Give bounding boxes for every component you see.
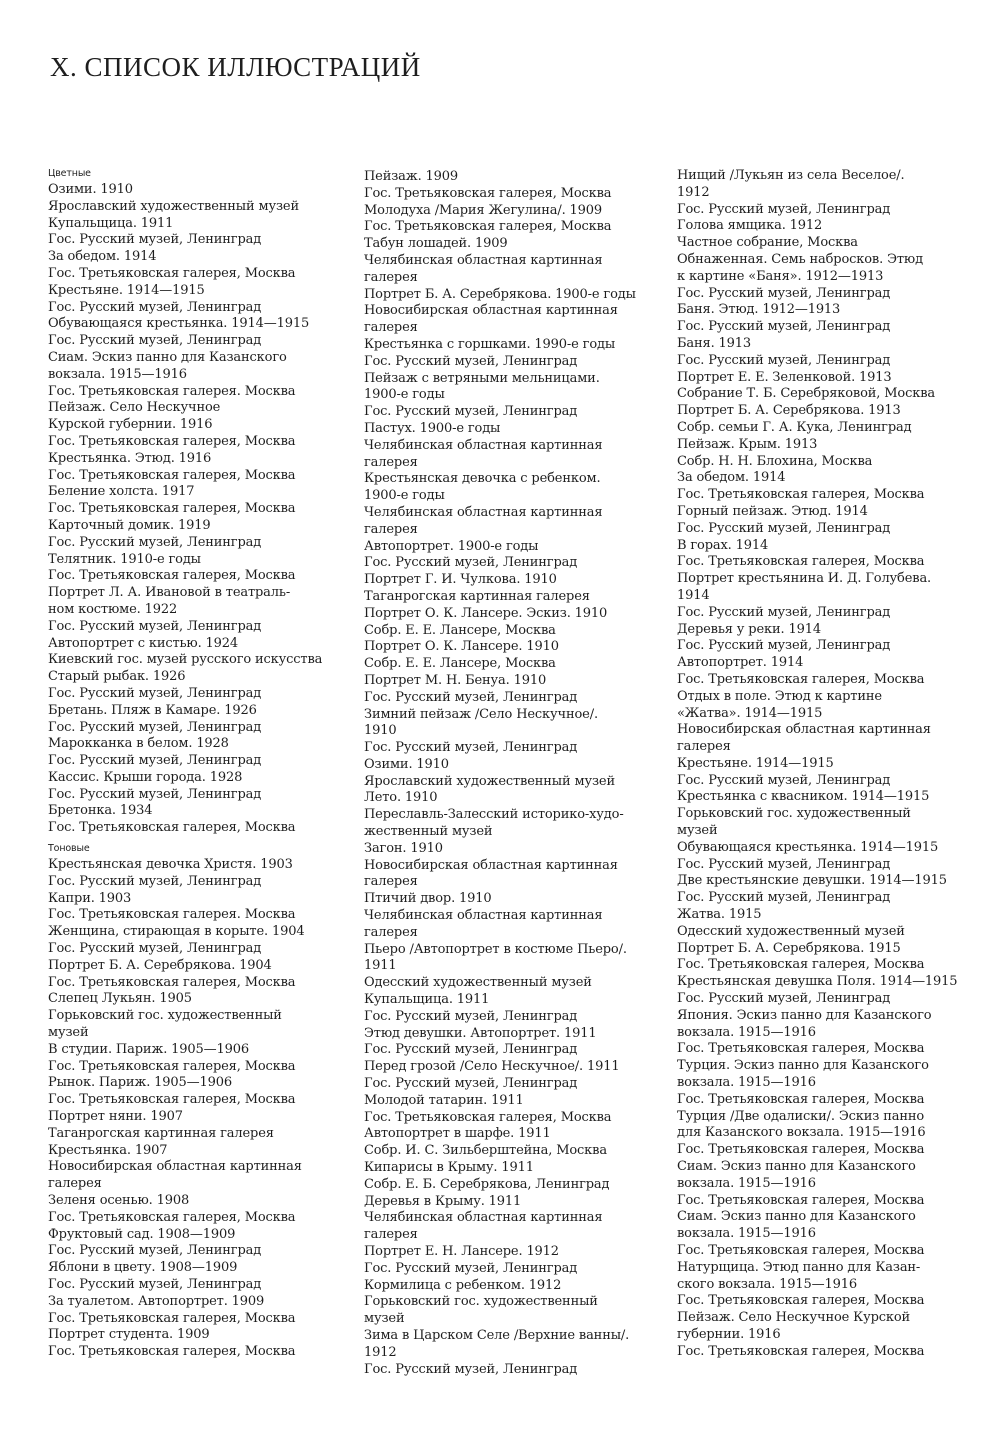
list-item: Крестьянская девочка Христя. 1903 [48, 857, 293, 873]
list-item: галерея [364, 1227, 418, 1243]
list-item: Переславль-Залесский историко-худо- [364, 807, 624, 823]
list-item: Кассис. Крыши города. 1928 [48, 769, 243, 785]
list-item: Гос. Русский музей, Ленинград [677, 772, 891, 788]
list-item: Автопортрет. 1914 [677, 655, 804, 671]
list-item: За туалетом. Автопортрет. 1909 [48, 1293, 265, 1309]
list-item: Крестьянка с горшками. 1990-е годы [364, 336, 616, 352]
list-item: к картине «Баня». 1912—1913 [677, 268, 884, 284]
list-item: Собр. Е. Е. Лансере, Москва [364, 622, 556, 638]
list-item: Этюд девушки. Автопортрет. 1911 [364, 1025, 597, 1041]
list-item: Крестьянская девушка Поля. 1914—1915 [677, 974, 958, 990]
list-item: Гос. Третьяковская галерея, Москва [48, 433, 296, 449]
list-item: Портрет крестьянина И. Д. Голубева. [677, 571, 932, 587]
list-item: Гос. Русский музей, Ленинград [364, 1361, 578, 1377]
list-item: Портрет Б. А. Серебрякова. 1900-е годы [364, 286, 636, 302]
list-item: Таганрогская картинная галерея [364, 588, 590, 604]
list-item: Гос. Русский музей, Ленинград [677, 352, 891, 368]
list-item: Гос. Третьяковская галерея, Москва [364, 1109, 612, 1125]
list-item: 1900-е годы [364, 488, 445, 504]
list-item: Челябинская областная картинная [364, 908, 603, 924]
list-item: Гос. Русский музей, Ленинград [677, 604, 891, 620]
column-1 [48, 168, 348, 1361]
list-item: Пейзаж с ветряными мельницами. [364, 370, 600, 386]
list-item: Кипарисы в Крыму. 1911 [364, 1160, 534, 1176]
list-item: галерея [364, 454, 418, 470]
list-item: Гос. Русский музей, Ленинград [48, 941, 262, 957]
list-item: Новосибирская областная картинная [364, 857, 618, 873]
list-item: Автопортрет в шарфе. 1911 [364, 1126, 551, 1142]
list-item: Беление холста. 1917 [48, 484, 195, 500]
list-item: Гос. Русский музей, Ленинград [48, 873, 262, 889]
list-color [48, 182, 348, 837]
list-item: губернии. 1916 [677, 1326, 781, 1342]
list-item: 1912 [677, 184, 710, 200]
list-item: Гос. Русский музей, Ленинград [677, 856, 891, 872]
list-item: Крестьянка. 1907 [48, 1142, 168, 1158]
list-item: Лето. 1910 [364, 790, 438, 806]
list-item: галерея [364, 874, 418, 890]
list-item: Гос. Третьяковская галерея, Москва [48, 467, 296, 483]
list-item: музей [364, 1311, 405, 1327]
list-item: Жатва. 1915 [677, 907, 762, 923]
list-item: Пейзаж. Село Нескучное [48, 400, 221, 416]
list-item: Телятник. 1910-е годы [48, 551, 201, 567]
list-item: Челябинская областная картинная [364, 437, 603, 453]
list-item: 1912 [364, 1344, 397, 1360]
list-item: Гос. Русский музей, Ленинград [48, 333, 262, 349]
list-item: Новосибирская областная картинная [48, 1159, 302, 1175]
list-item: галерея [364, 320, 418, 336]
list-item: Гос. Третьяковская галерея, Москва [677, 1293, 925, 1309]
list-item: Сиам. Эскиз панно для Казанского [677, 1159, 916, 1175]
list-item: Нищий /Лукьян из села Веселое/. [677, 168, 905, 183]
list-item: Гос. Третьяковская галерея, Москва [677, 1041, 925, 1057]
list-item: Гос. Третьяковская галерея, Москва [48, 1310, 296, 1326]
list-tone [48, 857, 348, 1361]
list-item: Купальщица. 1911 [48, 215, 174, 231]
list-item: Гос. Третьяковская галерея, Москва [677, 1343, 925, 1359]
list-item: Челябинская областная картинная [364, 504, 603, 520]
list-item: Гос. Третьяковская галерея. Москва [48, 907, 296, 923]
list-item: Япония. Эскиз панно для Казанского [677, 1007, 932, 1023]
list-item: Женщина, стирающая в корыте. 1904 [48, 924, 305, 940]
list-column-2 [364, 169, 664, 1378]
list-item: Пейзаж. Крым. 1913 [677, 436, 818, 452]
list-item: Портрет Б. А. Серебрякова. 1904 [48, 957, 272, 973]
list-item: Гос. Русский музей, Ленинград [677, 319, 891, 335]
list-item: Молодуха /Мария Жегулина/. 1909 [364, 202, 603, 218]
list-item: За обедом. 1914 [48, 249, 157, 265]
list-item: Гос. Русский музей, Ленинград [677, 520, 891, 536]
list-item: «Жатва». 1914—1915 [677, 705, 823, 721]
list-item: Ярославский художественный музей [48, 198, 299, 214]
list-item: Гос. Третьяковская галерея, Москва [48, 501, 296, 517]
list-item: Портрет няни. 1907 [48, 1109, 183, 1125]
list-item: Портрет Е. Н. Лансере. 1912 [364, 1244, 559, 1259]
list-item: Гос. Русский музей, Ленинград [48, 1243, 262, 1259]
list-item: Перед грозой /Село Нескучное/. 1911 [364, 1059, 620, 1075]
list-item: За обедом. 1914 [677, 470, 786, 486]
list-item: Гос. Третьяковская галерея, Москва [364, 219, 612, 235]
list-item: Гос. Третьяковская галерея, Москва [48, 1344, 296, 1360]
list-item: 1900-е годы [364, 387, 445, 403]
column-3 [677, 168, 977, 1361]
list-item: Частное собрание, Москва [677, 235, 858, 251]
list-item: Гос. Третьяковская галерея, Москва [677, 957, 925, 973]
list-item: вокзала. 1915—1916 [677, 1024, 816, 1040]
list-item: Гос. Русский музей, Ленинград [677, 285, 891, 301]
list-item: Зеленя осенью. 1908 [48, 1193, 190, 1209]
list-item: Челябинская областная картинная [364, 1210, 603, 1226]
list-item: Гос. Третьяковская галерея, Москва [677, 1142, 925, 1158]
list-item: Крестьяне. 1914—1915 [677, 755, 834, 771]
list-item: Челябинская областная картинная [364, 252, 603, 268]
list-item: Сиам. Эскиз панно для Казанского [677, 1209, 916, 1225]
list-item: Собр. семьи Г. А. Кука, Ленинград [677, 419, 912, 435]
list-item: Горьковский гос. художественный [677, 806, 911, 822]
list-item: Фруктовый сад. 1908—1909 [48, 1226, 236, 1242]
list-item: ном костюме. 1922 [48, 601, 178, 617]
list-item: Гос. Третьяковская галерея. Москва [48, 383, 296, 399]
section-heading-tone: Тоновые [48, 843, 90, 855]
list-item: Обнаженная. Семь набросков. Этюд [677, 251, 923, 267]
list-item: Гос. Русский музей, Ленинград [48, 753, 262, 769]
list-item: Портрет Е. Е. Зеленковой. 1913 [677, 369, 892, 385]
list-item: ского вокзала. 1915—1916 [677, 1276, 857, 1292]
list-item: Автопортрет с кистью. 1924 [48, 635, 239, 651]
list-item: Слепец Лукьян. 1905 [48, 991, 192, 1007]
list-item: Гос. Русский музей, Ленинград [364, 740, 578, 756]
list-item: музей [677, 823, 718, 839]
list-item: Новосибирская областная картинная [364, 303, 618, 319]
list-item: Бретань. Пляж в Камаре. 1926 [48, 702, 257, 718]
list-item: Пейзаж. Село Нескучное Курской [677, 1310, 911, 1326]
list-item: галерея [677, 739, 731, 755]
list-item: Капри. 1903 [48, 890, 132, 906]
list-item: Бретонка. 1934 [48, 803, 153, 819]
list-item: Собр. И. С. Зильберштейна, Москва [364, 1143, 607, 1159]
list-item: Горьковский гос. художественный [48, 1008, 282, 1024]
list-item: Гос. Третьяковская галерея, Москва [677, 487, 925, 503]
list-item: Горный пейзаж. Этюд. 1914 [677, 503, 868, 519]
list-item: Пьеро /Автопортрет в костюме Пьеро/. [364, 941, 627, 957]
list-item: Таганрогская картинная галерея [48, 1125, 274, 1141]
list-item: Гос. Третьяковская галерея, Москва [48, 1092, 296, 1108]
list-item: Гос. Третьяковская галерея, Москва [48, 1209, 296, 1225]
list-item: 1914 [677, 587, 710, 603]
list-item: Одесский художественный музей [364, 975, 592, 991]
list-item: Гос. Русский музей, Ленинград [677, 991, 891, 1007]
list-item: Гос. Русский музей, Ленинград [364, 1076, 578, 1092]
list-item: Гос. Третьяковская галерея, Москва [48, 265, 296, 281]
list-item: Киевский гос. музей русского искусства [48, 652, 323, 668]
section-heading-color: Цветные [48, 168, 91, 179]
list-item: Гос. Третьяковская галерея, Москва [364, 185, 612, 201]
list-item: Гос. Русский музей, Ленинград [677, 890, 891, 906]
list-item: Рынок. Париж. 1905—1906 [48, 1075, 232, 1091]
list-item: Собрание Т. Б. Серебряковой, Москва [677, 386, 935, 402]
list-item: Отдых в поле. Этюд к картине [677, 688, 882, 704]
list-item: для Казанского вокзала. 1915—1916 [677, 1125, 926, 1141]
page-title: X. СПИСОК ИЛЛЮСТРАЦИЙ [50, 52, 421, 82]
list-item: Табун лошадей. 1909 [364, 236, 508, 252]
list-item: Гос. Русский музей, Ленинград [48, 786, 262, 802]
list-column-3 [677, 168, 977, 1361]
list-item: Гос. Третьяковская галерея, Москва [677, 671, 925, 687]
list-item: Пастух. 1900-е годы [364, 420, 501, 436]
list-item: Новосибирская областная картинная [677, 722, 931, 738]
list-item: Озими. 1910 [48, 182, 133, 197]
list-item: Баня. 1913 [677, 335, 752, 351]
list-item: Гос. Третьяковская галерея, Москва [48, 568, 296, 584]
list-item: Турция. Эскиз панно для Казанского [677, 1058, 929, 1074]
list-item: Обувающаяся крестьянка. 1914—1915 [677, 839, 939, 855]
list-item: Гос. Русский музей, Ленинград [677, 201, 891, 217]
list-item: Портрет студента. 1909 [48, 1327, 210, 1343]
list-item: Деревья у реки. 1914 [677, 621, 821, 637]
list-item: Натурщица. Этюд панно для Казан- [677, 1259, 921, 1275]
list-item: Ярославский художественный музей [364, 773, 615, 789]
list-item: Портрет Г. И. Чулкова. 1910 [364, 572, 557, 588]
list-item: Зима в Царском Селе /Верхние ванны/. [364, 1327, 630, 1343]
list-item: Гос. Русский музей, Ленинград [48, 299, 262, 315]
list-item: Крестьянка с квасником. 1914—1915 [677, 789, 930, 805]
list-item: 1910 [364, 723, 397, 739]
list-item: Гос. Третьяковская галерея, Москва [677, 1192, 925, 1208]
list-item: Горьковский гос. художественный [364, 1294, 598, 1310]
list-item: Гос. Русский музей, Ленинград [364, 1042, 578, 1058]
list-item: Загон. 1910 [364, 840, 443, 856]
list-item: Гос. Третьяковская галерея, Москва [677, 1091, 925, 1107]
list-item: вокзала. 1915—1916 [677, 1175, 816, 1191]
list-item: Баня. Этюд. 1912—1913 [677, 302, 841, 318]
list-item: музей [48, 1025, 89, 1041]
list-item: Собр. Е. Е. Лансере, Москва [364, 656, 556, 672]
list-item: Гос. Русский музей, Ленинград [364, 1008, 578, 1024]
list-item: галерея [364, 924, 418, 940]
list-item: Гос. Третьяковская галерея, Москва [677, 1243, 925, 1258]
list-item: Гос. Третьяковская галерея, Москва [48, 1058, 296, 1074]
list-item: Портрет Б. А. Серебрякова. 1915 [677, 940, 901, 956]
list-item: Гос. Русский музей, Ленинград [364, 689, 578, 705]
list-item: Гос. Третьяковская галерея, Москва [677, 554, 925, 570]
list-item: Гос. Русский музей, Ленинград [48, 685, 262, 701]
list-item: Гос. Русский музей, Ленинград [48, 719, 262, 735]
list-item: Обувающаяся крестьянка. 1914—1915 [48, 316, 310, 332]
list-item: Гос. Третьяковская галерея, Москва [48, 820, 296, 836]
list-item: Гос. Русский музей, Ленинград [364, 1260, 578, 1276]
list-item: галерея [48, 1176, 102, 1192]
list-item: Портрет Б. А. Серебрякова. 1913 [677, 403, 901, 419]
list-item: галерея [364, 269, 418, 285]
list-item: Автопортрет. 1900-е годы [364, 538, 539, 554]
list-item: Портрет Л. А. Ивановой в театраль- [48, 585, 291, 601]
list-item: Карточный домик. 1919 [48, 517, 211, 533]
list-item: вокзала. 1915—1916 [677, 1226, 816, 1242]
list-item: Гос. Русский музей, Ленинград [364, 353, 578, 369]
list-item: Собр. Н. Н. Блохина, Москва [677, 453, 873, 469]
list-item: Сиам. Эскиз панно для Казанского [48, 349, 287, 365]
list-item: Пейзаж. 1909 [364, 169, 459, 184]
list-item: Птичий двор. 1910 [364, 891, 492, 907]
list-item: Гос. Русский музей, Ленинград [364, 404, 578, 420]
list-item: Портрет М. Н. Бенуа. 1910 [364, 672, 547, 688]
list-item: 1911 [364, 958, 397, 974]
list-item: Турция /Две одалиски/. Эскиз панно [677, 1108, 925, 1124]
list-item: Гос. Русский музей, Ленинград [48, 618, 262, 634]
list-item: Яблони в цвету. 1908—1909 [48, 1260, 238, 1276]
list-item: Одесский художественный музей [677, 923, 905, 939]
list-item: жественный музей [364, 824, 493, 840]
list-item: Гос. Русский музей, Ленинград [677, 638, 891, 654]
list-item: Кормилица с ребенком. 1912 [364, 1277, 562, 1293]
list-item: Курской губернии. 1916 [48, 417, 213, 433]
list-item: Зимний пейзаж /Село Нескучное/. [364, 706, 598, 722]
list-item: Гос. Русский музей, Ленинград [48, 232, 262, 248]
list-item: вокзала. 1915—1916 [677, 1075, 816, 1091]
column-2 [364, 169, 664, 1378]
list-item: Марокканка в белом. 1928 [48, 736, 229, 752]
list-item: Гос. Русский музей, Ленинград [364, 555, 578, 571]
list-item: Голова ямщика. 1912 [677, 218, 823, 234]
list-item: Портрет О. К. Лансере. Эскиз. 1910 [364, 605, 608, 621]
list-item: Гос. Третьяковская галерея, Москва [48, 974, 296, 990]
list-item: Портрет О. К. Лансере. 1910 [364, 639, 559, 655]
list-item: В студии. Париж. 1905—1906 [48, 1041, 249, 1057]
list-item: Крестьянка. Этюд. 1916 [48, 450, 212, 466]
list-item: Купальщица. 1911 [364, 992, 490, 1008]
list-item: Молодой татарин. 1911 [364, 1092, 524, 1108]
list-item: галерея [364, 521, 418, 537]
list-item: Озими. 1910 [364, 756, 449, 772]
list-item: Старый рыбак. 1926 [48, 669, 186, 685]
list-item: Собр. Е. Б. Серебрякова, Ленинград [364, 1176, 610, 1192]
list-item: Гос. Русский музей, Ленинград [48, 1277, 262, 1292]
list-item: вокзала. 1915—1916 [48, 366, 187, 382]
list-item: Деревья в Крыму. 1911 [364, 1193, 522, 1209]
list-item: Две крестьянские девушки. 1914—1915 [677, 873, 947, 889]
list-item: Гос. Русский музей, Ленинград [48, 534, 262, 550]
list-item: В горах. 1914 [677, 537, 769, 553]
list-item: Крестьянская девочка с ребенком. [364, 471, 601, 487]
list-item: Крестьяне. 1914—1915 [48, 282, 205, 298]
